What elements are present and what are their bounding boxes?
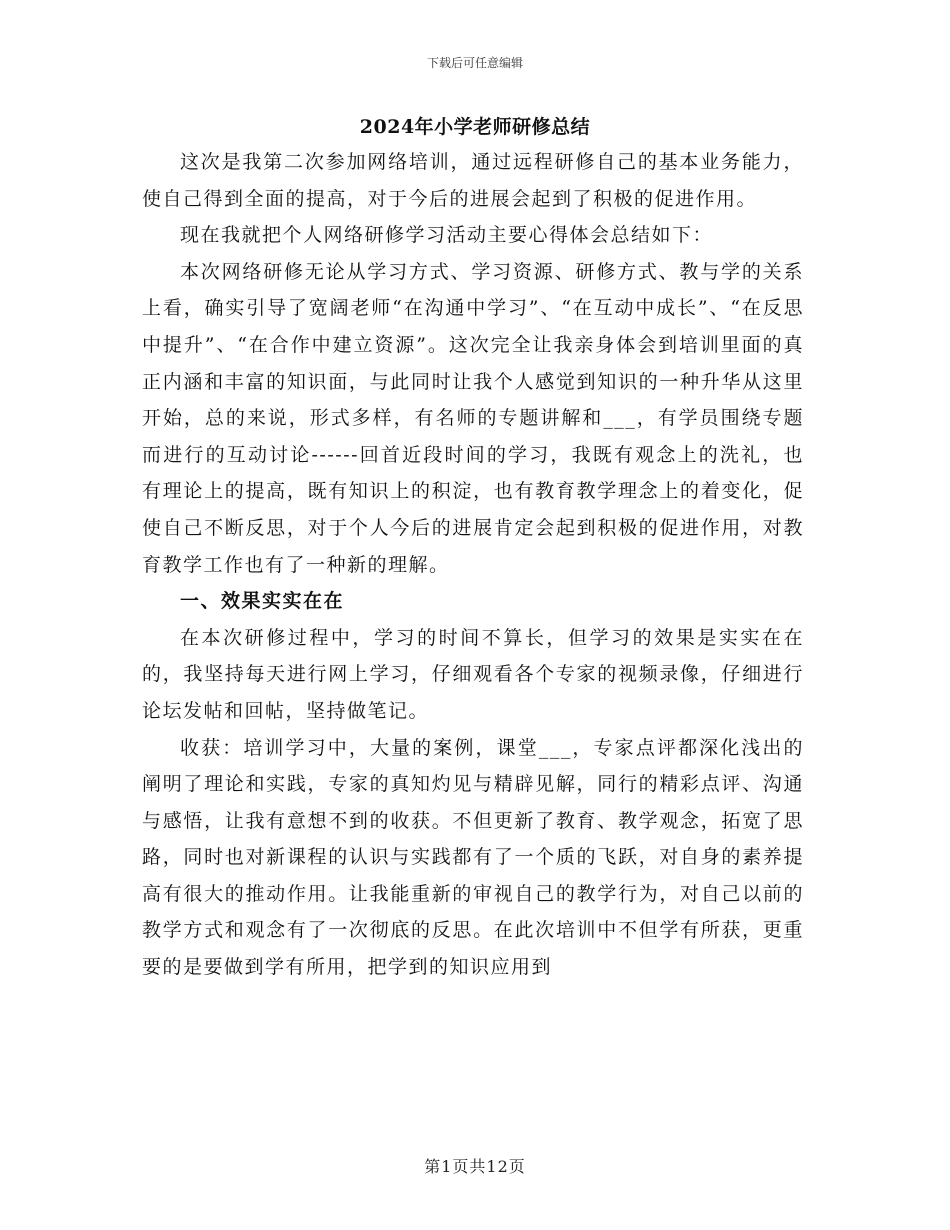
document-body	[142, 144, 804, 986]
page-number: 第1页共12页	[424, 1157, 526, 1176]
paragraph-summary-lead: 现在我就把个人网络研修学习活动主要心得体会总结如下：	[180, 224, 714, 247]
paragraph-effect: 在本次研修过程中，学习的时间不算长，但学习的效果是实实在在的，我坚持每天进行网上学习，仔细观看各个专家的视频录像，仔细进行论坛发帖和回帖，坚持做笔记。	[142, 626, 804, 722]
document-title: 2024年小学老师研修总结	[359, 116, 591, 138]
section-heading: 一、效果实实在在	[180, 590, 345, 613]
paragraph-gains: 收获：培训学习中，大量的案例，课堂___，专家点评都深化浅出的阐明了理论和实践，专家的真知灼见与精辟见解，同行的精彩点评、沟通与感悟，让我有意想不到的收获。不但更新了教育、教学观念，拓宽了思路，同时也对新课程的认识与实践都有了一个质的飞跃，对自身的素养提高有很大的推动作用。让我能重新的审视自己的教学行为，对自己以前的教学方式和观念有了一次彻底的反思。在此次培训中不但学有所获，更重要的是要做到学有所用，把学到的知识应用到	[142, 736, 804, 979]
header-note: 下载后可任意编辑	[426, 56, 523, 70]
paragraph-reflection: 本次网络研修无论从学习方式、学习资源、研修方式、教与学的关系上看，确实引导了宽阔老师“在沟通中学习”、“在互动中成长”、“在反思中提升”、“在合作中建立资源”。这次完全让我亲身体会到培训里面的真正内涵和丰富的知识面，与此同时让我个人感觉到知识的一种升华从这里开始，总的来说，形式多样，有名师的专题讲解和___，有学员围绕专题而进行的互动讨论------回首近段时间的学习，我既有观念上的洗礼，也有理论上的提高，既有知识上的积淀，也有教育教学理念上的着变化，促使自己不断反思，对于个人今后的进展肯定会起到积极的促进作用，对教育教学工作也有了一种新的理解。	[142, 260, 804, 576]
paragraph-intro: 这次是我第二次参加网络培训，通过远程研修自己的基本业务能力，使自己得到全面的提高，对于今后的进展会起到了积极的促进作用。	[142, 151, 804, 210]
